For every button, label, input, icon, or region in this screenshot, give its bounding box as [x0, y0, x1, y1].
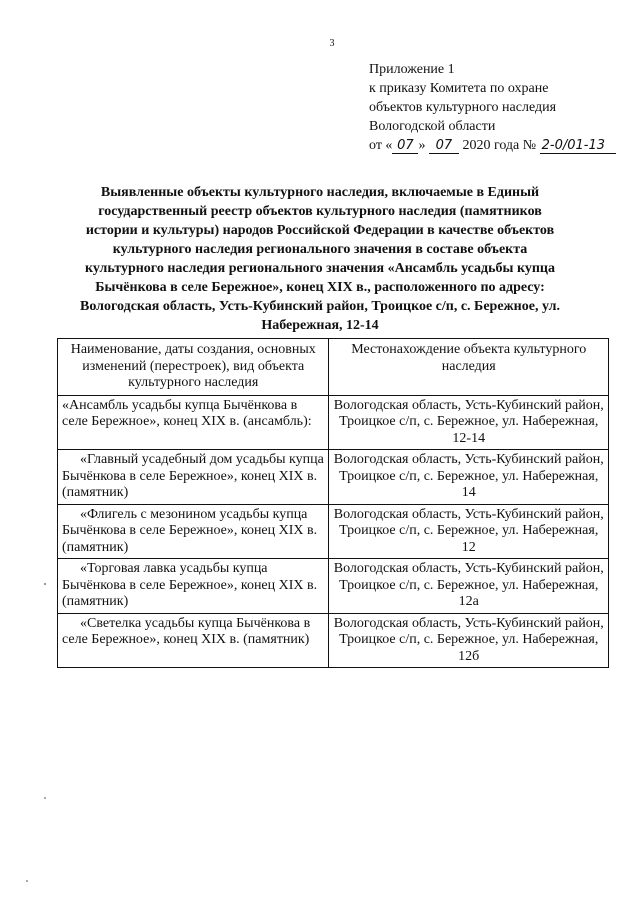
appendix-line: Вологодской области [369, 119, 496, 134]
title-line: государственный реестр объектов культурного наследия (памятников [98, 204, 542, 219]
table-row [58, 559, 609, 614]
title-line: Вологодская область, Усть-Кубинский район, Троицкое с/п, с. Бережное, ул. [80, 299, 560, 314]
title-line: истории и культуры) народов Российской Федерации в качестве объектов [85, 223, 555, 238]
scan-speck [26, 880, 28, 882]
object-location-cell: Вологодская область, Усть-Кубинский район, Троицкое с/п, с. Бережное, ул. Набережная, 12а [329, 559, 609, 614]
table-row [58, 504, 609, 559]
table-header-row [58, 339, 609, 396]
scan-speck [44, 797, 46, 799]
table-row [58, 613, 609, 668]
object-location-cell: Вологодская область, Усть-Кубинский район, Троицкое с/п, с. Бережное, ул. Набережная, 12 [329, 504, 609, 559]
appendix-line: объектов культурного наследия [369, 100, 557, 115]
date-year: 2020 года № [462, 138, 537, 153]
document-title [50, 183, 590, 335]
handwritten-doc-number: 2-0/01-13 [540, 139, 616, 154]
title-line: Бычёнкова в селе Бережное», конец XIX в., расположенного по адресу: [95, 280, 545, 295]
scan-speck [44, 583, 46, 585]
appendix-date-line [369, 136, 629, 155]
object-name-cell: «Главный усадебный дом усадьбы купца Бычёнкова в селе Бережное», конец XIX в. (памятник) [58, 450, 329, 505]
date-prefix: от « [369, 138, 393, 153]
table-row [58, 450, 609, 505]
object-name-cell: «Флигель с мезонином усадьбы купца Бычёнкова в селе Бережное», конец XIX в. (памятник) [58, 504, 329, 559]
object-location-cell: Вологодская область, Усть-Кубинский район, Троицкое с/п, с. Бережное, ул. Набережная, 12-14 [329, 395, 609, 450]
date-mid: » [418, 138, 426, 153]
object-name-cell: «Ансамбль усадьбы купца Бычёнкова в селе Бережное», конец XIX в. (ансамбль): [58, 395, 329, 450]
object-name-cell: «Торговая лавка усадьбы купца Бычёнкова в селе Бережное», конец XIX в. (памятник) [58, 559, 329, 614]
title-line: культурного наследия регионального значения «Ансамбль усадьбы купца [85, 261, 555, 276]
title-line: Выявленные объекты культурного наследия, включаемые в Единый [100, 185, 540, 200]
table-row [58, 395, 609, 450]
object-location-cell: Вологодская область, Усть-Кубинский район, Троицкое с/п, с. Бережное, ул. Набережная, 12б [329, 613, 609, 668]
page-number: 3 [329, 38, 335, 49]
appendix-line: Приложение 1 [369, 62, 455, 77]
objects-table [57, 338, 609, 668]
title-line: Набережная, 12-14 [261, 318, 379, 333]
title-line: культурного наследия регионального значения в составе объекта [112, 242, 528, 257]
handwritten-month: 07 [429, 139, 459, 154]
object-location-cell: Вологодская область, Усть-Кубинский район, Троицкое с/п, с. Бережное, ул. Набережная, 14 [329, 450, 609, 505]
object-name-cell: «Светелка усадьбы купца Бычёнкова в селе Бережное», конец XIX в. (памятник) [58, 613, 329, 668]
appendix-line: к приказу Комитета по охране [369, 81, 549, 96]
appendix-block [369, 60, 629, 155]
handwritten-day: 07 [392, 139, 418, 154]
header-name: Наименование, даты создания, основных изменений (перестроек), вид объекта культурного наследия [58, 339, 329, 396]
header-location: Местонахождение объекта культурного наследия [329, 339, 609, 396]
